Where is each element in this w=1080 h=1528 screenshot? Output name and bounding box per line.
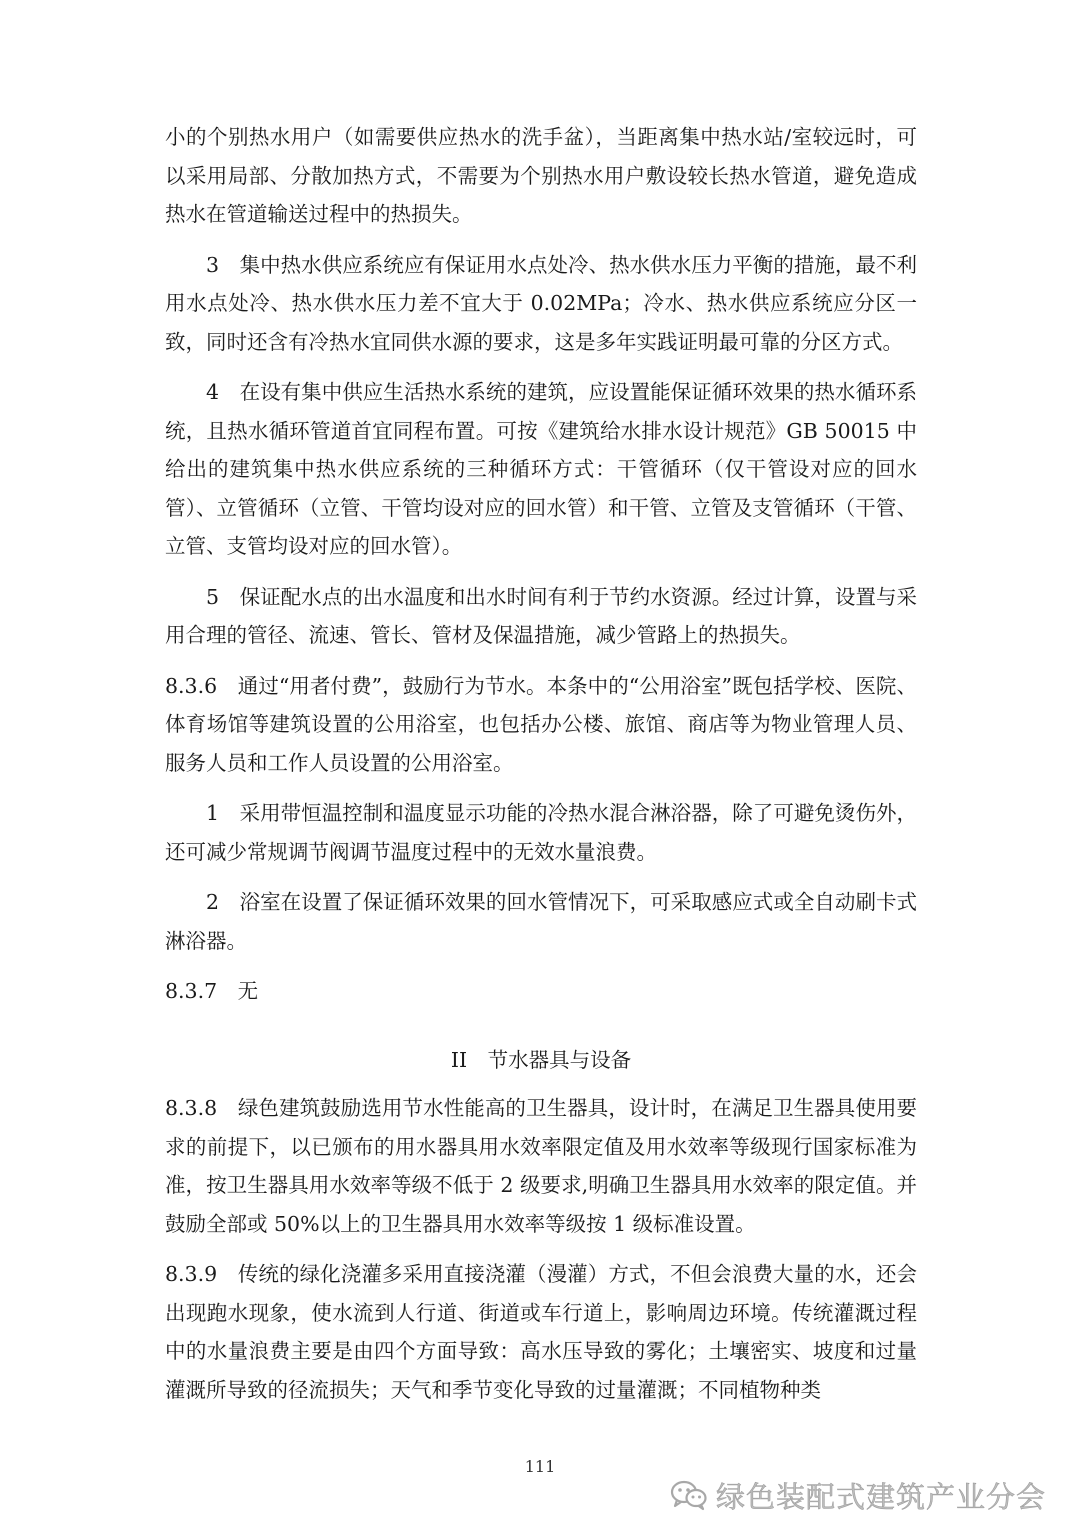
paragraph-8-3-7: 8.3.7 无 [165, 979, 259, 1003]
paragraph-8-3-6-item-1: 1 采用带恒温控制和温度显示功能的冷热水混合淋浴器，除了可避免烫伤外，还可减少常规调节阀调节温度过程中的无效水量浪费。 [165, 801, 917, 864]
paragraph-8-3-6: 8.3.6 通过“用者付费”，鼓励行为节水。本条中的“公用浴室”既包括学校、医院、体育场馆等建筑设置的公用浴室，也包括办公楼、旅馆、商店等为物业管理人员、服务人员和工作人员设置的公用浴室。 [165, 673, 917, 775]
paragraph-item-5: 5 保证配水点的出水温度和出水时间有利于节约水资源。经过计算，设置与采用合理的管径、流速、管长、管材及保温措施，减少管路上的热损失。 [165, 584, 917, 647]
paragraph-continuation: 小的个别热水用户（如需要供应热水的洗手盆），当距离集中热水站/室较远时，可以采用局部、分散加热方式，不需要为个别热水用户敷设较长热水管道，避免造成热水在管道输送过程中的热损失。 [165, 125, 917, 226]
watermark [670, 1478, 1046, 1512]
paragraph-item-3: 3 集中热水供应系统应有保证用水点处冷、热水供水压力平衡的措施，最不利用水点处冷、热水供水压力差不宜大于 0.02MPa；冷水、热水供应系统应分区一致，同时还含有冷热水宜同供水源的要求，这是多年实践证明最可靠的分区方式。 [165, 252, 917, 354]
wechat-icon [670, 1479, 708, 1511]
paragraph-item-4: 4 在设有集中供应生活热水系统的建筑，应设置能保证循环效果的热水循环系统，且热水循环管道首宜同程布置。可按《建筑给水排水设计规范》GB 50015 中给出的建筑集中热水供应系统的三种循环方式：干管循环（仅干管设对应的回水管）、立管循环（立管、干管均设对应的回水管）和干管、立管及支管循环（干管、立管、支管均设对应的回水管）。 [165, 380, 917, 558]
page-number: 111 [524, 1457, 556, 1476]
paragraph-8-3-8: 8.3.8 绿色建筑鼓励选用节水性能高的卫生器具，设计时，在满足卫生器具使用要求的前提下，以已颁布的用水器具用水效率限定值及用水效率等级现行国家标准为准，按卫生器具用水效率等级不低于 2 级要求,明确卫生器具用水效率的限定值。并鼓励全部或 50%以上的卫生器具用水效率等级按 1 级标准设置。 [165, 1096, 917, 1236]
watermark-text: 绿色装配式建筑产业分会 [715, 1479, 1046, 1514]
paragraph-8-3-6-item-2: 2 浴室在设置了保证循环效果的回水管情况下，可采取感应式或全自动刷卡式淋浴器。 [165, 890, 917, 953]
paragraph-8-3-9: 8.3.9 传统的绿化浇灌多采用直接浇灌（漫灌）方式，不但会浪费大量的水，还会出现跑水现象，使水流到人行道、街道或车行道上，影响周边环境。传统灌溉过程中的水量浪费主要是由四个方面导致：高水压导致的雾化；土壤密实、坡度和过量灌溉所导致的径流损失；天气和季节变化导致的过量灌溉；不同植物种类 [165, 1262, 917, 1402]
section-title: II 节水器具与设备 [450, 1047, 632, 1072]
document-page [165, 118, 917, 1421]
